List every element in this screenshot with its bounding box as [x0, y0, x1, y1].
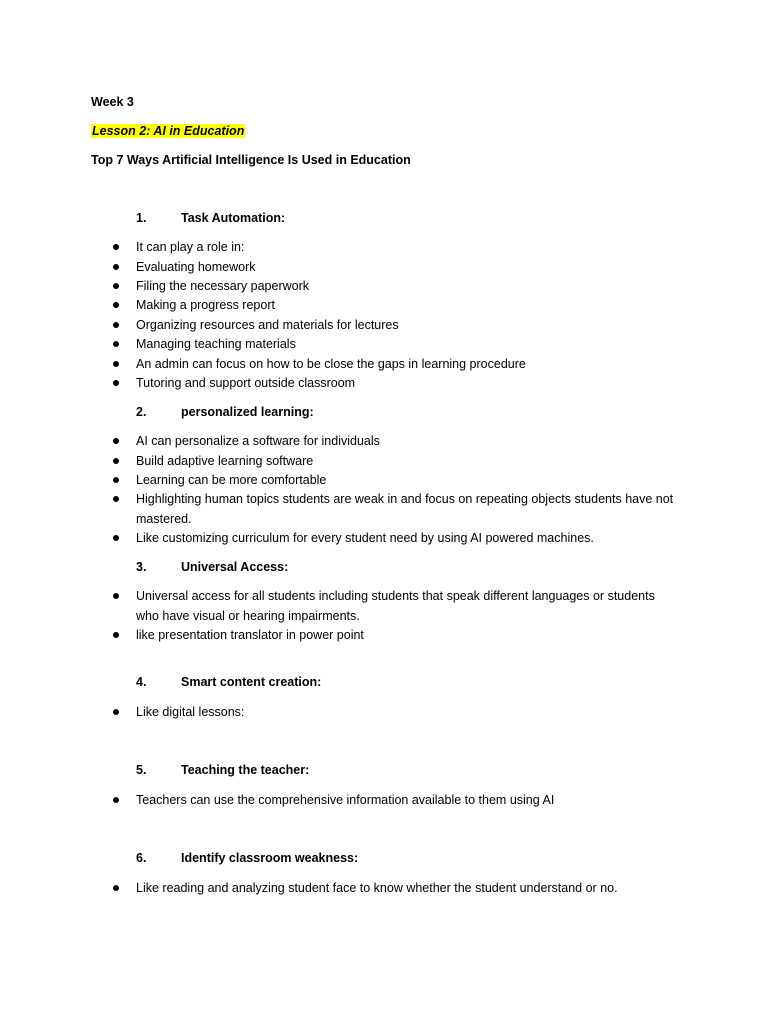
list-item: Filing the necessary paperwork	[136, 279, 309, 293]
section-number: 6.	[136, 851, 147, 865]
lesson-title: Lesson 2: AI in Education	[92, 124, 245, 138]
list-item: AI can personalize a software for individuals	[136, 434, 380, 448]
list-item: Highlighting human topics students are weak in and focus on repeating objects students have not mastered.	[136, 492, 674, 526]
section-number: 3.	[136, 560, 147, 574]
bullet-icon	[113, 797, 119, 803]
list-item: Build adaptive learning software	[136, 454, 314, 468]
section-number: 1.	[136, 211, 147, 225]
list-item: Like reading and analyzing student face to know whether the student understand or no.	[136, 881, 618, 895]
bullet-icon	[113, 341, 119, 347]
bullet-icon	[113, 264, 119, 270]
bullet-icon	[113, 302, 119, 308]
list-item: Organizing resources and materials for lectures	[136, 318, 399, 332]
bullet-icon	[113, 380, 119, 386]
list-item: Tutoring and support outside classroom	[136, 376, 356, 390]
list-item: Making a progress report	[136, 298, 275, 312]
bullet-icon	[113, 477, 119, 483]
bullet-icon	[113, 438, 119, 444]
bullet-icon	[113, 593, 119, 599]
list-item: An admin can focus on how to be close the gaps in learning procedure	[136, 357, 526, 371]
section-title: Task Automation:	[181, 211, 286, 225]
list-item: Managing teaching materials	[136, 337, 296, 351]
section-title: Identify classroom weakness:	[181, 851, 359, 865]
bullet-icon	[113, 322, 119, 328]
bullet-icon	[113, 885, 119, 891]
list-item: Like customizing curriculum for every student need by using AI powered machines.	[136, 531, 594, 545]
section-title: Universal Access:	[181, 560, 289, 574]
list-item: Universal access for all students including students that speak different languages or students who have visual or hearing impairments.	[136, 589, 655, 623]
page-heading: Top 7 Ways Artificial Intelligence Is Used in Education	[91, 153, 411, 167]
list-item: like presentation translator in power point	[136, 628, 364, 642]
list-item: Learning can be more comfortable	[136, 473, 327, 487]
section-title: personalized learning:	[181, 405, 314, 419]
lesson-title-wrapper	[91, 123, 245, 139]
list-item: It can play a role in:	[136, 240, 245, 254]
section-number: 4.	[136, 675, 147, 689]
bullet-icon	[113, 458, 119, 464]
bullet-icon	[113, 535, 119, 541]
bullet-icon	[113, 244, 119, 250]
section-title: Teaching the teacher:	[181, 763, 310, 777]
bullet-icon	[113, 361, 119, 367]
week-label: Week 3	[91, 95, 134, 109]
bullet-icon	[113, 283, 119, 289]
list-item: Like digital lessons:	[136, 705, 245, 719]
section-title: Smart content creation:	[181, 675, 322, 689]
list-item: Teachers can use the comprehensive information available to them using AI	[136, 793, 555, 807]
bullet-icon	[113, 709, 119, 715]
list-item: Evaluating homework	[136, 260, 256, 274]
bullet-icon	[113, 632, 119, 638]
bullet-icon	[113, 496, 119, 502]
section-number: 2.	[136, 405, 147, 419]
section-number: 5.	[136, 763, 147, 777]
